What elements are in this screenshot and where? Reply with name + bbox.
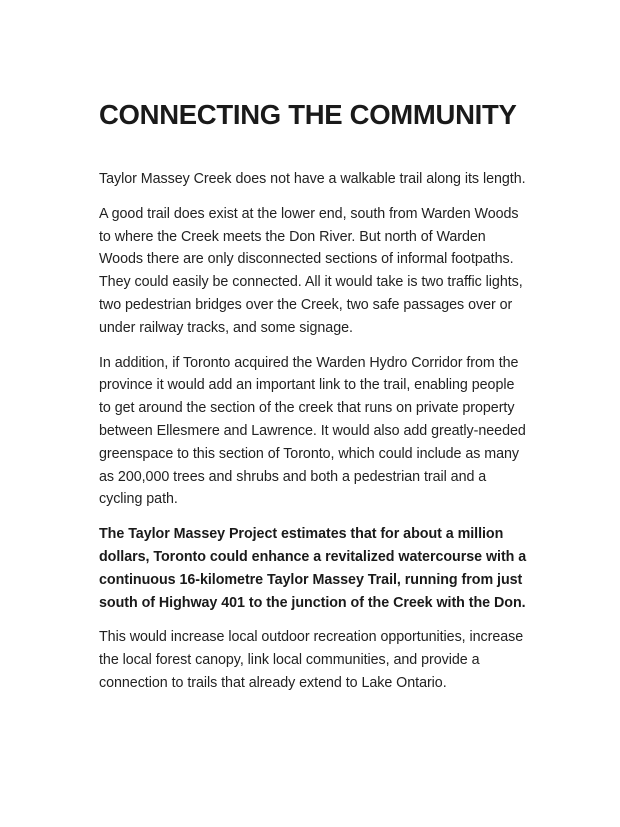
paragraph-benefits: This would increase local outdoor recreation opportunities, increase the local forest canopy, link local communities, and provide a connection to trails that already extend to Lake Ontario. (99, 629, 524, 691)
paragraph-existing-trail: A good trail does exist at the lower end, south from Warden Woods to where the Creek meets the Don River. But north of Warden Woods there are only disconnected sections of informal footpaths. They could easily be connected. All it would take is two traffic lights, two pedestrian bridges over the Creek, two safe passages over or under railway tracks, and some signage. (99, 205, 523, 336)
document-page (99, 96, 529, 695)
paragraph-hydro-corridor: In addition, if Toronto acquired the Warden Hydro Corridor from the province it would add an important link to the trail, enabling people to get around the section of the creek that runs on private property between Ellesmere and Lawrence. It would also add greatly-needed greenspace to this section of Toronto, which could include as many as 200,000 trees and shrubs and both a pedestrian trail and a cycling path. (99, 354, 526, 508)
paragraph-project-estimate: The Taylor Massey Project estimates that for about a million dollars, Toronto could enhance a revitalized watercourse with a continuous 16-kilometre Taylor Massey Trail, running from just south of Highway 401 to the junction of the Creek with the Don. (99, 526, 527, 611)
page-title: CONNECTING THE COMMUNITY (99, 99, 517, 130)
paragraph-trail-length: Taylor Massey Creek does not have a walkable trail along its length. (99, 171, 526, 187)
